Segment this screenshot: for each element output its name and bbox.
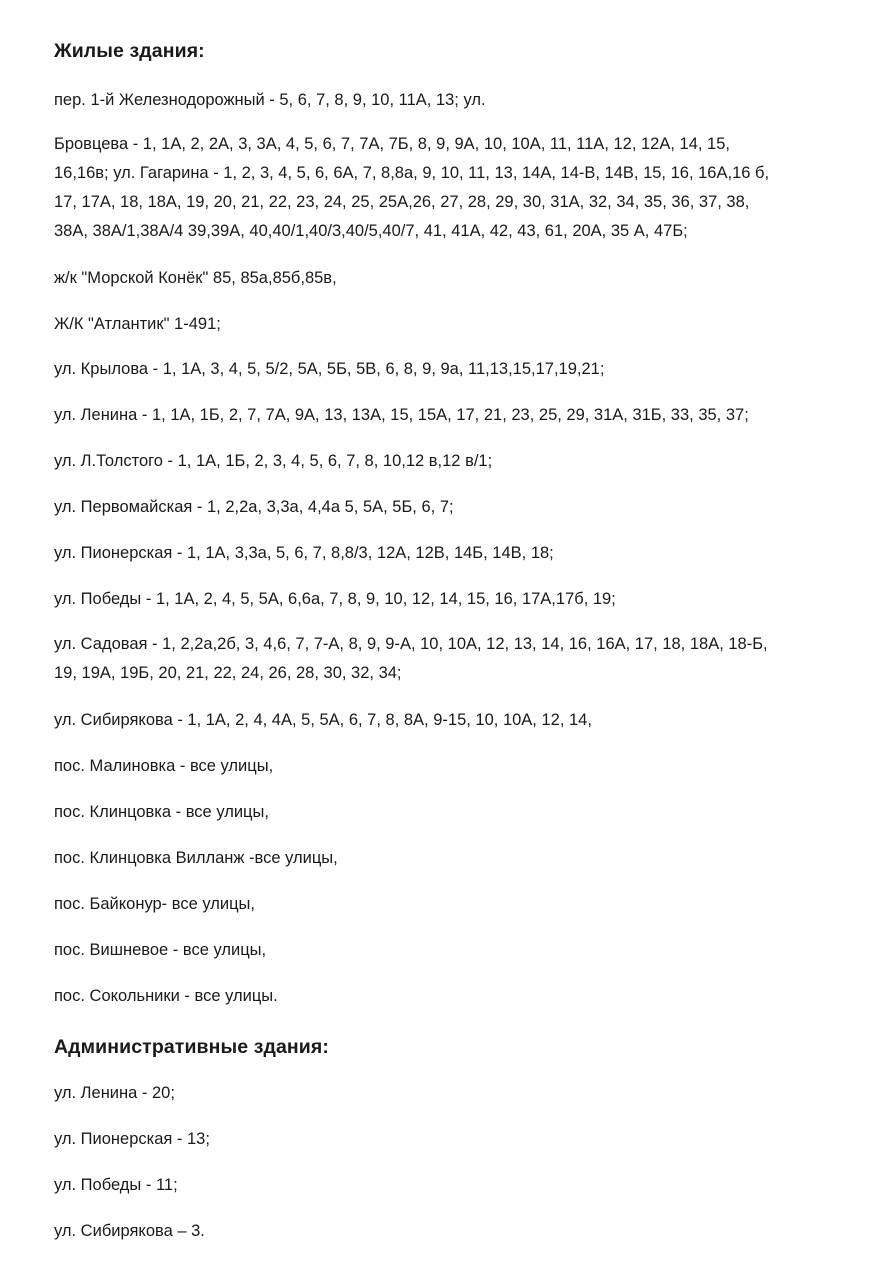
paragraph-sibiryakova: ул. Сибирякова - 1, 1А, 2, 4, 4А, 5, 5А, 6, 7, 8, 8А, 9-15, 10, 10А, 12, 14, bbox=[54, 711, 592, 729]
paragraph-sokolniki: пос. Сокольники - все улицы. bbox=[54, 987, 278, 1005]
paragraph-klintsovka: пос. Клинцовка - все улицы, bbox=[54, 803, 269, 821]
paragraph-baykonur: пос. Байконур- все улицы, bbox=[54, 895, 255, 913]
paragraph-pionerskaya: ул. Пионерская - 1, 1А, 3,3а, 5, 6, 7, 8,8/3, 12А, 12В, 14Б, 14В, 18; bbox=[54, 544, 554, 562]
paragraph-brovtseva-gagarina bbox=[54, 130, 769, 246]
paragraph-line: 19, 19А, 19Б, 20, 21, 22, 24, 26, 28, 30, 32, 34; bbox=[54, 664, 402, 682]
paragraph-vishnevoe: пос. Вишневое - все улицы, bbox=[54, 941, 267, 959]
paragraph-pervomayskaya: ул. Первомайская - 1, 2,2а, 3,3а, 4,4а 5, 5А, 5Б, 6, 7; bbox=[54, 498, 454, 516]
paragraph-admin-pionerskaya: ул. Пионерская - 13; bbox=[54, 1130, 210, 1148]
paragraph-line: ул. Садовая - 1, 2,2а,2б, 3, 4,6, 7, 7-А, 8, 9, 9-А, 10, 10А, 12, 13, 14, 16, 16А, 17, 18, 18А, 18-Б, bbox=[54, 635, 768, 653]
paragraph-admin-sibiryakova: ул. Сибирякова – 3. bbox=[54, 1222, 205, 1240]
paragraph-line: 38А, 38А/1,38А/4 39,39А, 40,40/1,40/3,40/5,40/7, 41, 41А, 42, 43, 61, 20А, 35 А, 47Б; bbox=[54, 222, 688, 240]
paragraph-line: 16,16в; ул. Гагарина - 1, 2, 3, 4, 5, 6, 6А, 7, 8,8а, 9, 10, 11, 13, 14А, 14-В, 14В, 15, 16, 16А,16 б, bbox=[54, 164, 770, 182]
paragraph-pobedy: ул. Победы - 1, 1А, 2, 4, 5, 5А, 6,6а, 7, 8, 9, 10, 12, 14, 15, 16, 17А,17б, 19; bbox=[54, 590, 616, 608]
residential-heading: Жилые здания: bbox=[54, 40, 205, 62]
paragraph-admin-pobedy: ул. Победы - 11; bbox=[54, 1176, 178, 1194]
paragraph-tolstogo: ул. Л.Толстого - 1, 1А, 1Б, 2, 3, 4, 5, 6, 7, 8, 10,12 в,12 в/1; bbox=[54, 452, 493, 470]
paragraph-sadovaya bbox=[54, 630, 768, 688]
paragraph-line: Бровцева - 1, 1А, 2, 2А, 3, 3А, 4, 5, 6, 7, 7А, 7Б, 8, 9, 9А, 10, 10А, 11, 11А, 12, 12А, 14, 15, bbox=[54, 135, 730, 153]
paragraph-zheleznodorozhny: пер. 1-й Железнодорожный - 5, 6, 7, 8, 9, 10, 11А, 13; ул. bbox=[54, 91, 486, 109]
paragraph-lenina: ул. Ленина - 1, 1А, 1Б, 2, 7, 7А, 9А, 13, 13А, 15, 15А, 17, 21, 23, 25, 29, 31А, 31Б, 33, 35, 37; bbox=[54, 406, 749, 424]
paragraph-krylova: ул. Крылова - 1, 1А, 3, 4, 5, 5/2, 5А, 5Б, 5В, 6, 8, 9, 9а, 11,13,15,17,19,21; bbox=[54, 360, 605, 378]
paragraph-atlantik: Ж/К "Атлантик" 1-491; bbox=[54, 315, 221, 333]
administrative-heading: Административные здания: bbox=[54, 1036, 329, 1058]
paragraph-malinovka: пос. Малиновка - все улицы, bbox=[54, 757, 274, 775]
paragraph-morskoy-konek: ж/к "Морской Конёк" 85, 85а,85б,85в, bbox=[54, 269, 337, 287]
paragraph-klintsovka-villanzh: пос. Клинцовка Вилланж -все улицы, bbox=[54, 849, 338, 867]
paragraph-admin-lenina: ул. Ленина - 20; bbox=[54, 1084, 175, 1102]
paragraph-line: 17, 17А, 18, 18А, 19, 20, 21, 22, 23, 24, 25, 25А,26, 27, 28, 29, 30, 31А, 32, 34, 35, 36, 37, 38, bbox=[54, 193, 750, 211]
